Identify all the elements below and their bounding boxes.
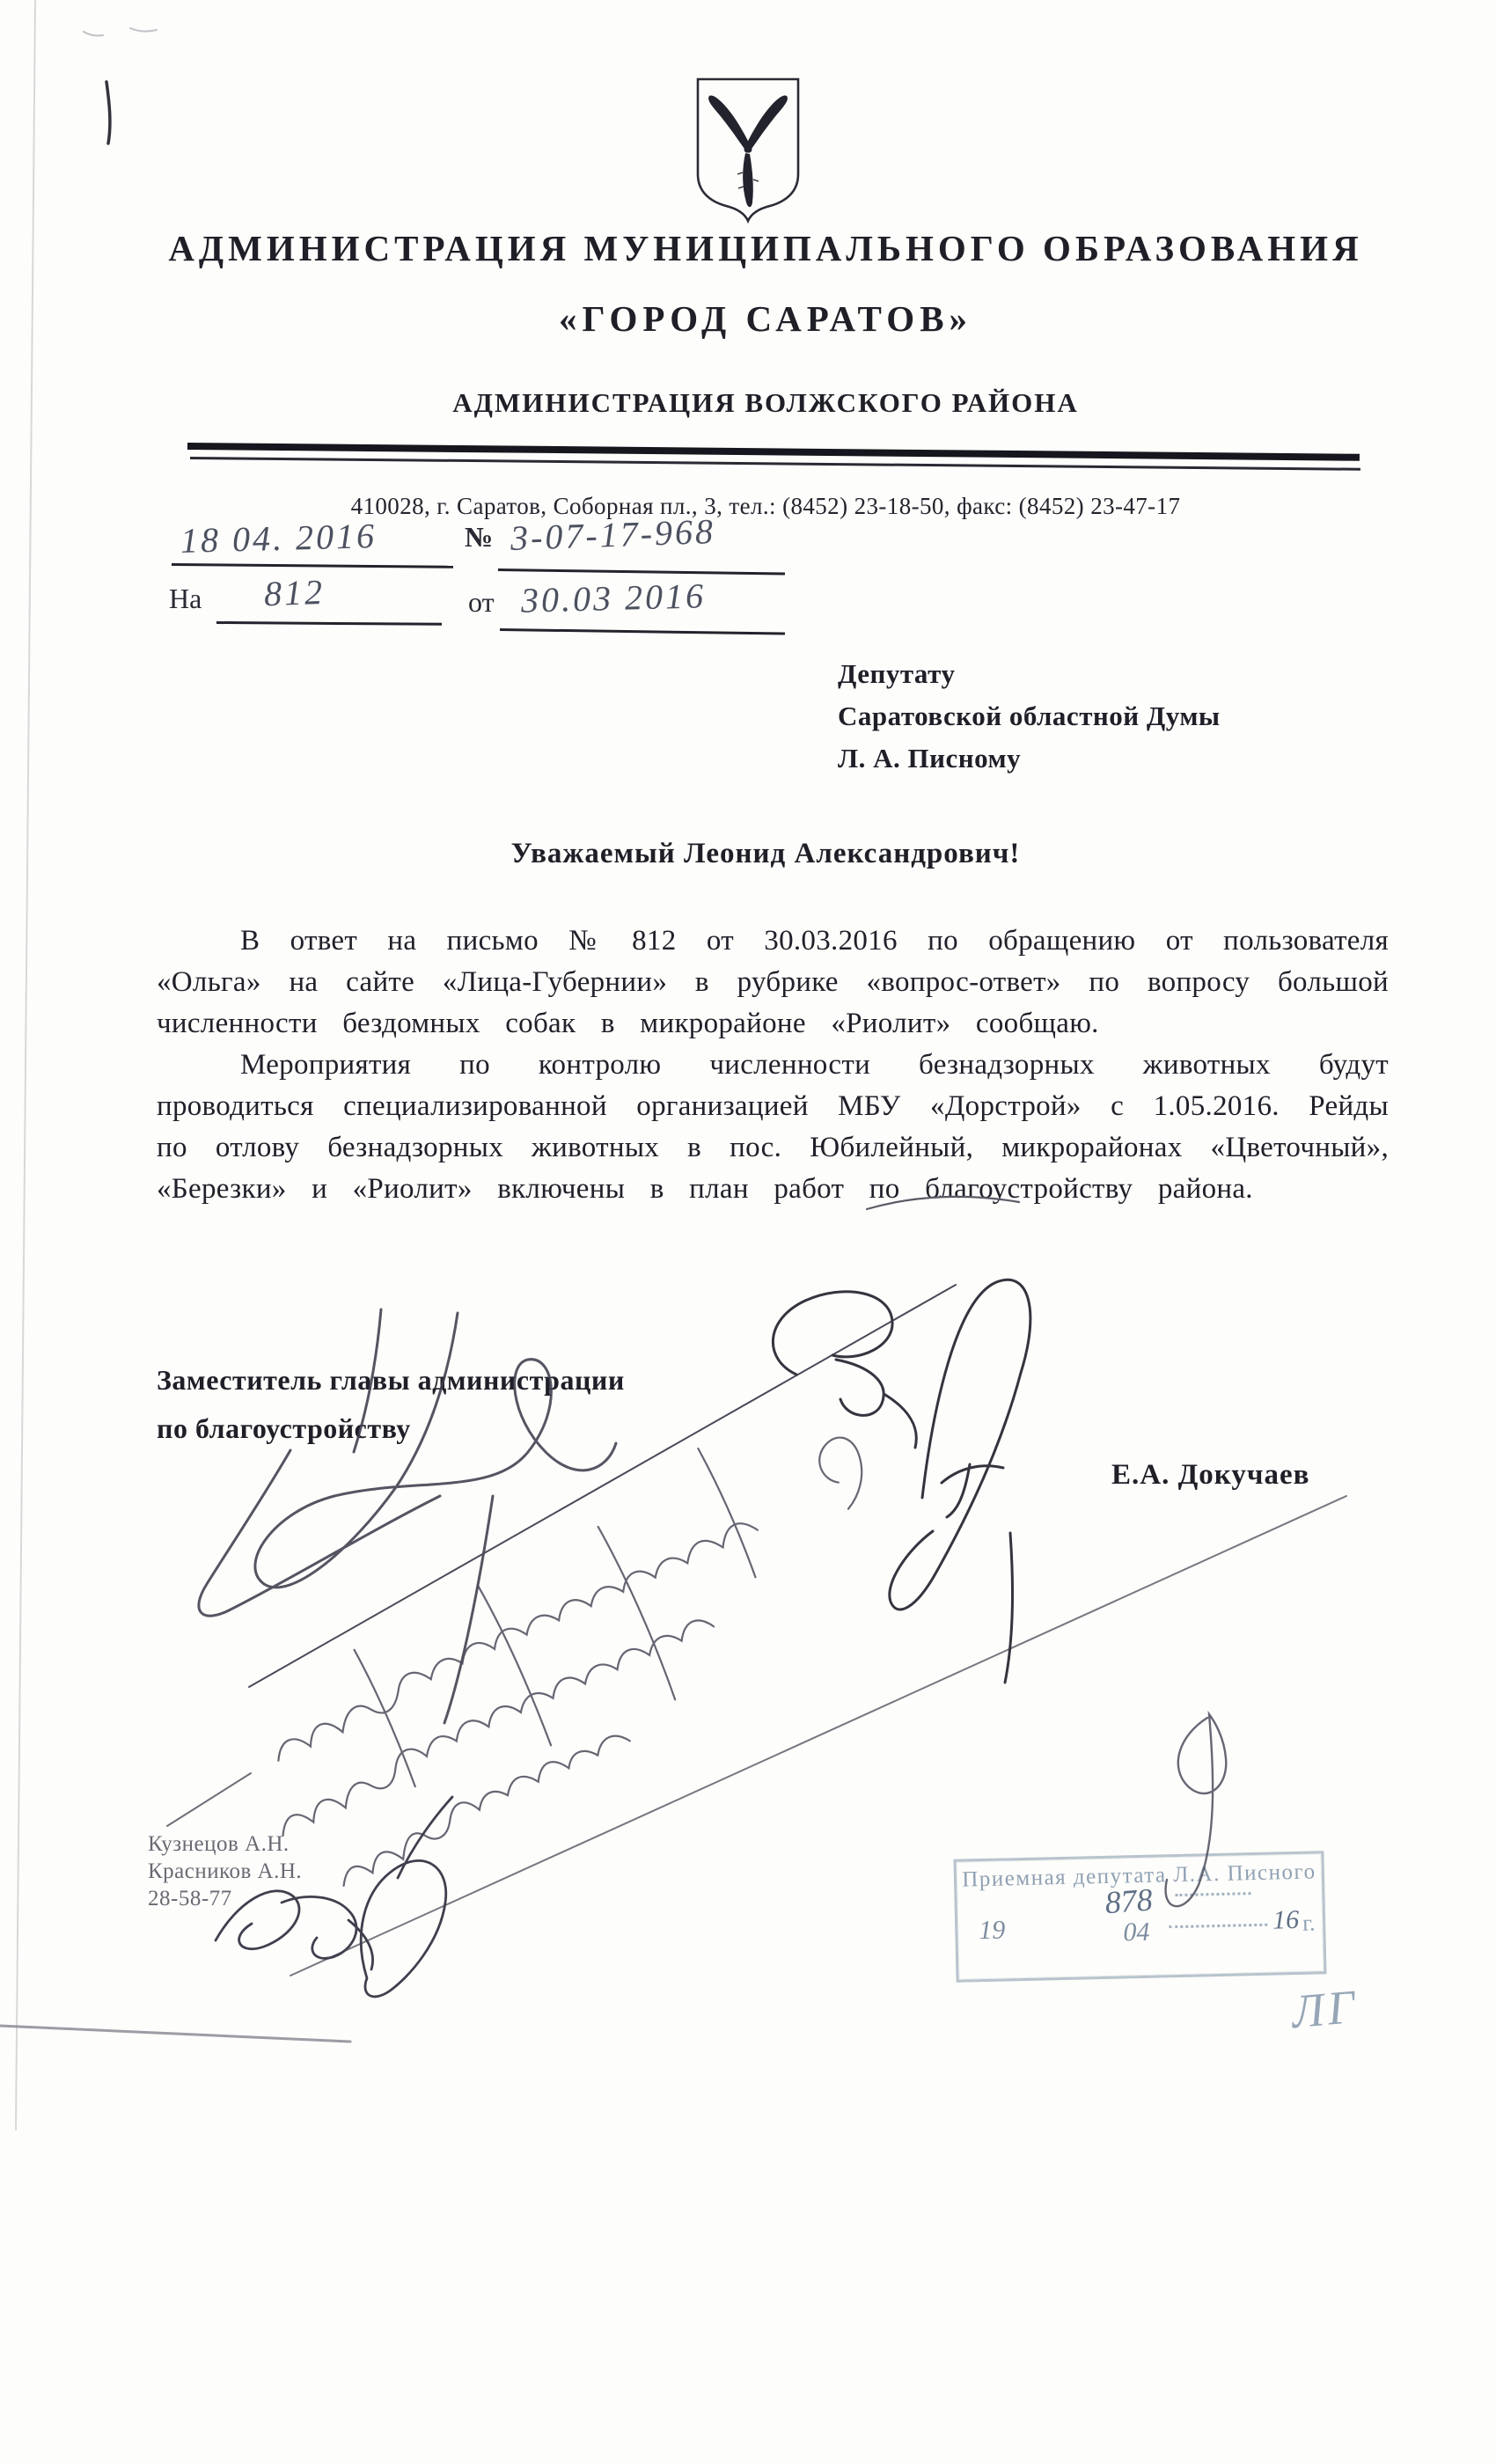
incoming-date-handwritten: 30.03 2016 [520, 576, 707, 620]
stamp-initials-handwritten: ЛГ [1289, 1979, 1360, 2039]
stamp-dotted-line [1169, 1924, 1267, 1929]
executors-block [148, 1830, 302, 1912]
contact-line: 410028, г. Саратов, Соборная пл., 3, тел.: (8452) 23-18-50, факс: (8452) 23-47-17 [350, 493, 1181, 519]
signer-position-line1: Заместитель главы администрации [157, 1364, 625, 1396]
recipient-block [838, 653, 1221, 780]
incoming-number-underline [216, 621, 442, 626]
signature-dokuchaev [773, 1280, 1030, 1683]
stamp-year-suffix: г. [1302, 1910, 1316, 1936]
outgoing-number-underline [498, 568, 785, 576]
recipient-line: Л. А. Писному [838, 743, 1022, 774]
body-paragraph-1: В ответ на письмо № 812 от 30.03.2016 по обращению от пользователя «Ольга» на сайте «Лица-Губернии» в рубрике «вопрос-ответ» по вопросу большой численности бездомных собак в микрорайоне «Риолит» сообщаю. [157, 925, 1389, 1039]
incoming-number-handwritten: 812 [263, 571, 326, 614]
outgoing-number-handwritten: 3-07-17-968 [510, 510, 716, 559]
scan-bottom-line [0, 2026, 350, 2042]
org-name-line1: АДМИНИСТРАЦИЯ МУНИЦИПАЛЬНОГО ОБРАЗОВАНИЯ [168, 228, 1363, 268]
top-left-pen-slash [106, 82, 110, 143]
saratov-coat-of-arms [693, 76, 803, 225]
stamp-dotted-line [1175, 1892, 1250, 1896]
reception-stamp [953, 1851, 1326, 1983]
executor-line: Кузнецов А.Н. [148, 1832, 290, 1856]
diagonal-resolution-handwriting [208, 1390, 934, 1900]
signature-executor-right [361, 1797, 452, 1997]
salutation: Уважаемый Леонид Александрович! [510, 838, 1021, 869]
org-name-line2: «ГОРОД САРАТОВ» [558, 298, 973, 339]
scan-edge-line [16, 0, 35, 2130]
outgoing-date-handwritten: 18 04. 2016 [180, 516, 378, 561]
department-line: АДМИНИСТРАЦИЯ ВОЛЖСКОГО РАЙОНА [452, 387, 1079, 418]
ot-label: от [468, 586, 495, 618]
incoming-date-underline [500, 628, 785, 635]
recipient-line: Саратовской областной Думы [838, 700, 1221, 731]
number-label: № [465, 521, 494, 553]
stamp-title: Приемная депутата Л.А. Писного [962, 1859, 1316, 1892]
na-label: На [169, 583, 202, 614]
body-paragraph-2: Мероприятия по контролю численности безнадзорных животных будут проводиться специализированной организацией МБУ «Дорстрой» с 1.05.2016. Рейды по отлову безнадзорных животных в пос. Юбилейный, микрорайонах «Цветочный», «Березки» и «Риолит» включены в план работ по благоустройству района. [157, 1049, 1389, 1205]
stamp-number-handwritten: 878 [1104, 1881, 1155, 1921]
stamp-year-handwritten: 16 [1272, 1904, 1300, 1935]
outgoing-date-underline [172, 563, 453, 568]
sterlet-fish-icon [708, 96, 788, 208]
executor-line: Красников А.Н. [148, 1859, 303, 1883]
executor-phone: 28-58-77 [148, 1887, 232, 1910]
stamp-day-handwritten: 19 [978, 1915, 1006, 1946]
signer-position-line2: по благоустройству [157, 1412, 411, 1444]
recipient-line: Депутату [838, 658, 956, 689]
stamp-month-handwritten: 04 [1123, 1917, 1150, 1947]
top-faint-marks [84, 28, 157, 36]
signer-name: Е.А. Докучаев [1111, 1459, 1310, 1491]
letter-body [157, 920, 1389, 1210]
